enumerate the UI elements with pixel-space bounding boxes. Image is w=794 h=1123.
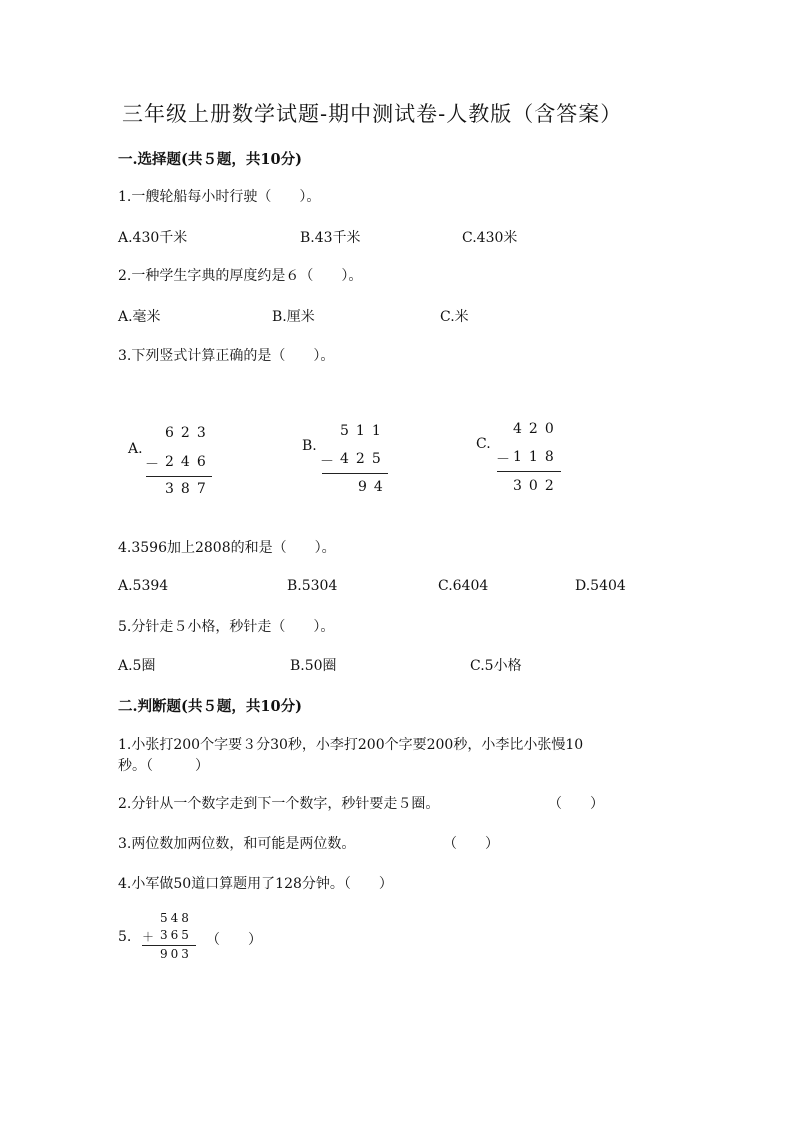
j5-top: 548 <box>160 911 192 925</box>
question-3: 3.下列竖式计算正确的是（ ）。 <box>118 348 335 364</box>
q3-b-underline <box>322 473 388 474</box>
q3-c-underline <box>497 471 561 472</box>
judgement-3-answer-paren: （ ） <box>443 836 499 852</box>
q2-option-a: A.毫米 <box>118 309 161 325</box>
judgement-2-answer-paren: （ ） <box>548 796 604 812</box>
section-heading-judgement: 二.判断题(共５题，共10分) <box>118 698 302 715</box>
q3-a-result: 387 <box>165 481 213 497</box>
j5-underline <box>142 945 196 946</box>
judgement-5-label: 5. <box>118 929 132 945</box>
q3-c-bottom: 118 <box>513 449 561 465</box>
q3-a-top: 623 <box>165 425 213 441</box>
q3-a-bottom: 246 <box>165 454 213 470</box>
q4-option-a: A.5394 <box>118 578 169 594</box>
q3-option-c-label: C. <box>476 436 491 452</box>
question-2: 2.一种学生字典的厚度约是６（ ）。 <box>118 268 363 284</box>
q1-option-c: C.430米 <box>462 230 518 246</box>
q2-option-b: B.厘米 <box>272 309 315 325</box>
judgement-2: 2.分针从一个数字走到下一个数字，秒针要走５圈。 <box>118 796 440 812</box>
page-title: 三年级上册数学试题-期中测试卷-人教版（含答案） <box>122 102 623 126</box>
q3-b-top: 511 <box>340 423 388 439</box>
q3-option-a-label: A. <box>128 441 143 457</box>
q3-a-op: － <box>145 457 159 473</box>
q3-b-result: 94 <box>358 479 390 495</box>
q5-option-c: C.5小格 <box>470 658 522 674</box>
j5-result: 903 <box>160 947 192 961</box>
q2-option-c: C.米 <box>440 309 469 325</box>
q4-option-b: B.5304 <box>287 578 338 594</box>
q3-b-bottom: 425 <box>340 451 388 467</box>
q4-option-d: D.5404 <box>575 578 626 594</box>
judgement-1-line1: 1.小张打200个字要３分30秒，小李打200个字要200秒，小李比小张慢10 <box>118 737 584 753</box>
judgement-4: 4.小军做50道口算题用了128分钟。（ ） <box>118 876 393 892</box>
q3-c-top: 420 <box>513 421 561 437</box>
q3-c-result: 302 <box>513 478 561 494</box>
q5-option-b: B.50圈 <box>290 658 337 674</box>
q3-c-op: － <box>496 452 510 468</box>
q1-option-a: A.430千米 <box>118 230 188 246</box>
q3-option-b-label: B. <box>302 438 317 454</box>
q5-option-a: A.5圈 <box>118 658 156 674</box>
j5-op: ＋ <box>142 930 155 944</box>
q3-a-underline <box>146 476 212 477</box>
q1-option-b: B.43千米 <box>300 230 361 246</box>
section-heading-choice: 一.选择题(共５题，共10分) <box>118 151 302 168</box>
question-5: 5.分针走５小格，秒针走（ ）。 <box>118 619 335 635</box>
judgement-5-answer-paren: （ ） <box>206 932 262 948</box>
question-4: 4.3596加上2808的和是（ ）。 <box>118 540 336 556</box>
question-1: 1.一艘轮船每小时行驶（ ）。 <box>118 189 321 205</box>
judgement-1-line2: 秒。（ ） <box>118 758 209 774</box>
q3-b-op: － <box>320 454 334 470</box>
judgement-3: 3.两位数加两位数，和可能是两位数。 <box>118 836 356 852</box>
q4-option-c: C.6404 <box>438 578 489 594</box>
j5-bottom: 365 <box>160 928 192 942</box>
